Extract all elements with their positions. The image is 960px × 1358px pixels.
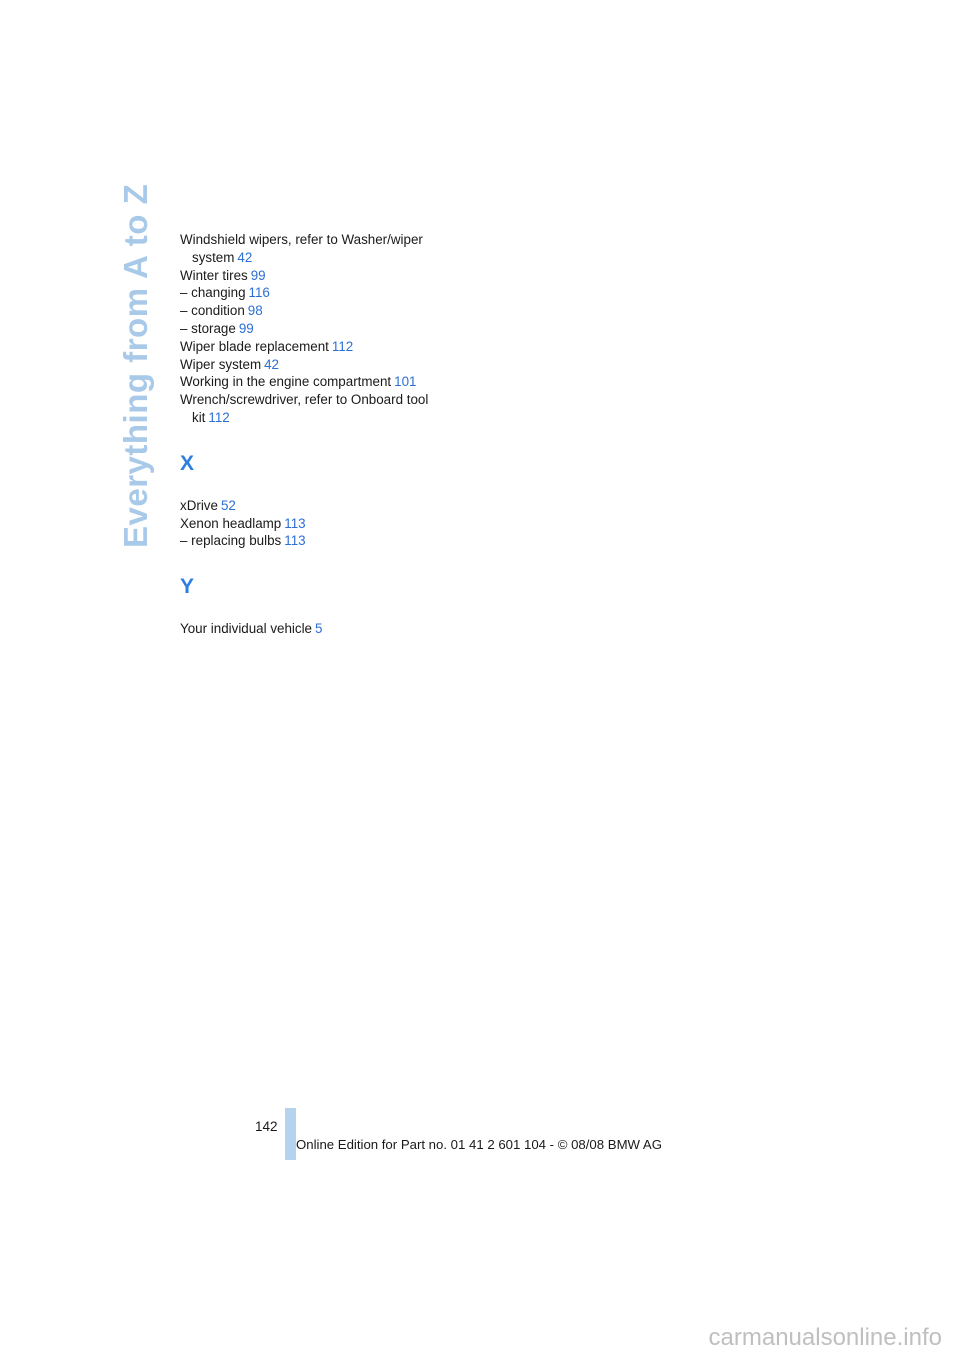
index-entry <box>180 302 440 320</box>
entry-text: Windshield wipers, refer to Washer/wiper system <box>180 232 423 265</box>
entry-text: – condition <box>180 303 245 319</box>
entry-text: Wiper blade replacement <box>180 338 329 354</box>
letter-heading: Y <box>180 575 195 599</box>
entry-text: Wrench/screwdriver, refer to Onboard tool kit <box>180 392 429 425</box>
index-column <box>180 231 440 638</box>
page-link[interactable]: 98 <box>247 303 263 319</box>
page-number: 142 <box>255 1119 278 1134</box>
entry-text: Your individual vehicle <box>180 621 313 637</box>
side-title: Everything from A to Z <box>117 183 154 548</box>
page-link[interactable]: 42 <box>237 249 253 265</box>
watermark: carmanualsonline.info <box>708 1324 942 1351</box>
entry-text: Wiper system <box>180 356 262 372</box>
entry-text: – replacing bulbs <box>180 533 282 549</box>
section-w <box>180 231 440 427</box>
page-link[interactable]: 113 <box>284 515 306 531</box>
page-link[interactable]: 42 <box>264 356 280 372</box>
section-y <box>180 574 440 638</box>
index-entry <box>180 620 440 638</box>
page-link[interactable]: 113 <box>284 533 306 549</box>
index-entry <box>180 497 440 515</box>
page-link[interactable]: 99 <box>250 267 266 283</box>
entry-text: Winter tires <box>180 267 248 283</box>
index-entry <box>180 320 440 338</box>
page-link[interactable]: 5 <box>315 621 323 637</box>
page-link[interactable]: 112 <box>208 409 230 425</box>
index-entry <box>180 284 440 302</box>
page-link[interactable]: 99 <box>238 320 254 336</box>
index-entry <box>180 373 440 391</box>
index-entry <box>180 338 440 356</box>
letter-heading: X <box>180 451 195 475</box>
page-link[interactable]: 112 <box>331 338 354 354</box>
footer-edition-text: Online Edition for Part no. 01 41 2 601 104 - © 08/08 BMW AG <box>296 1137 662 1152</box>
index-entry <box>180 231 440 267</box>
entry-text: – changing <box>180 285 246 301</box>
section-x <box>180 451 440 550</box>
index-entry <box>180 515 440 533</box>
page-link[interactable]: 116 <box>248 285 270 301</box>
page-link[interactable]: 52 <box>220 497 236 513</box>
index-entry <box>180 356 440 374</box>
entry-text: xDrive <box>180 497 218 513</box>
page-link[interactable]: 101 <box>394 374 417 390</box>
index-entry <box>180 267 440 285</box>
entry-text: Working in the engine compartment <box>180 374 392 390</box>
entry-text: Xenon headlamp <box>180 515 282 531</box>
entry-text: – storage <box>180 320 236 336</box>
footer-accent-bar <box>285 1108 296 1160</box>
index-entry <box>180 391 440 427</box>
index-entry <box>180 532 440 550</box>
